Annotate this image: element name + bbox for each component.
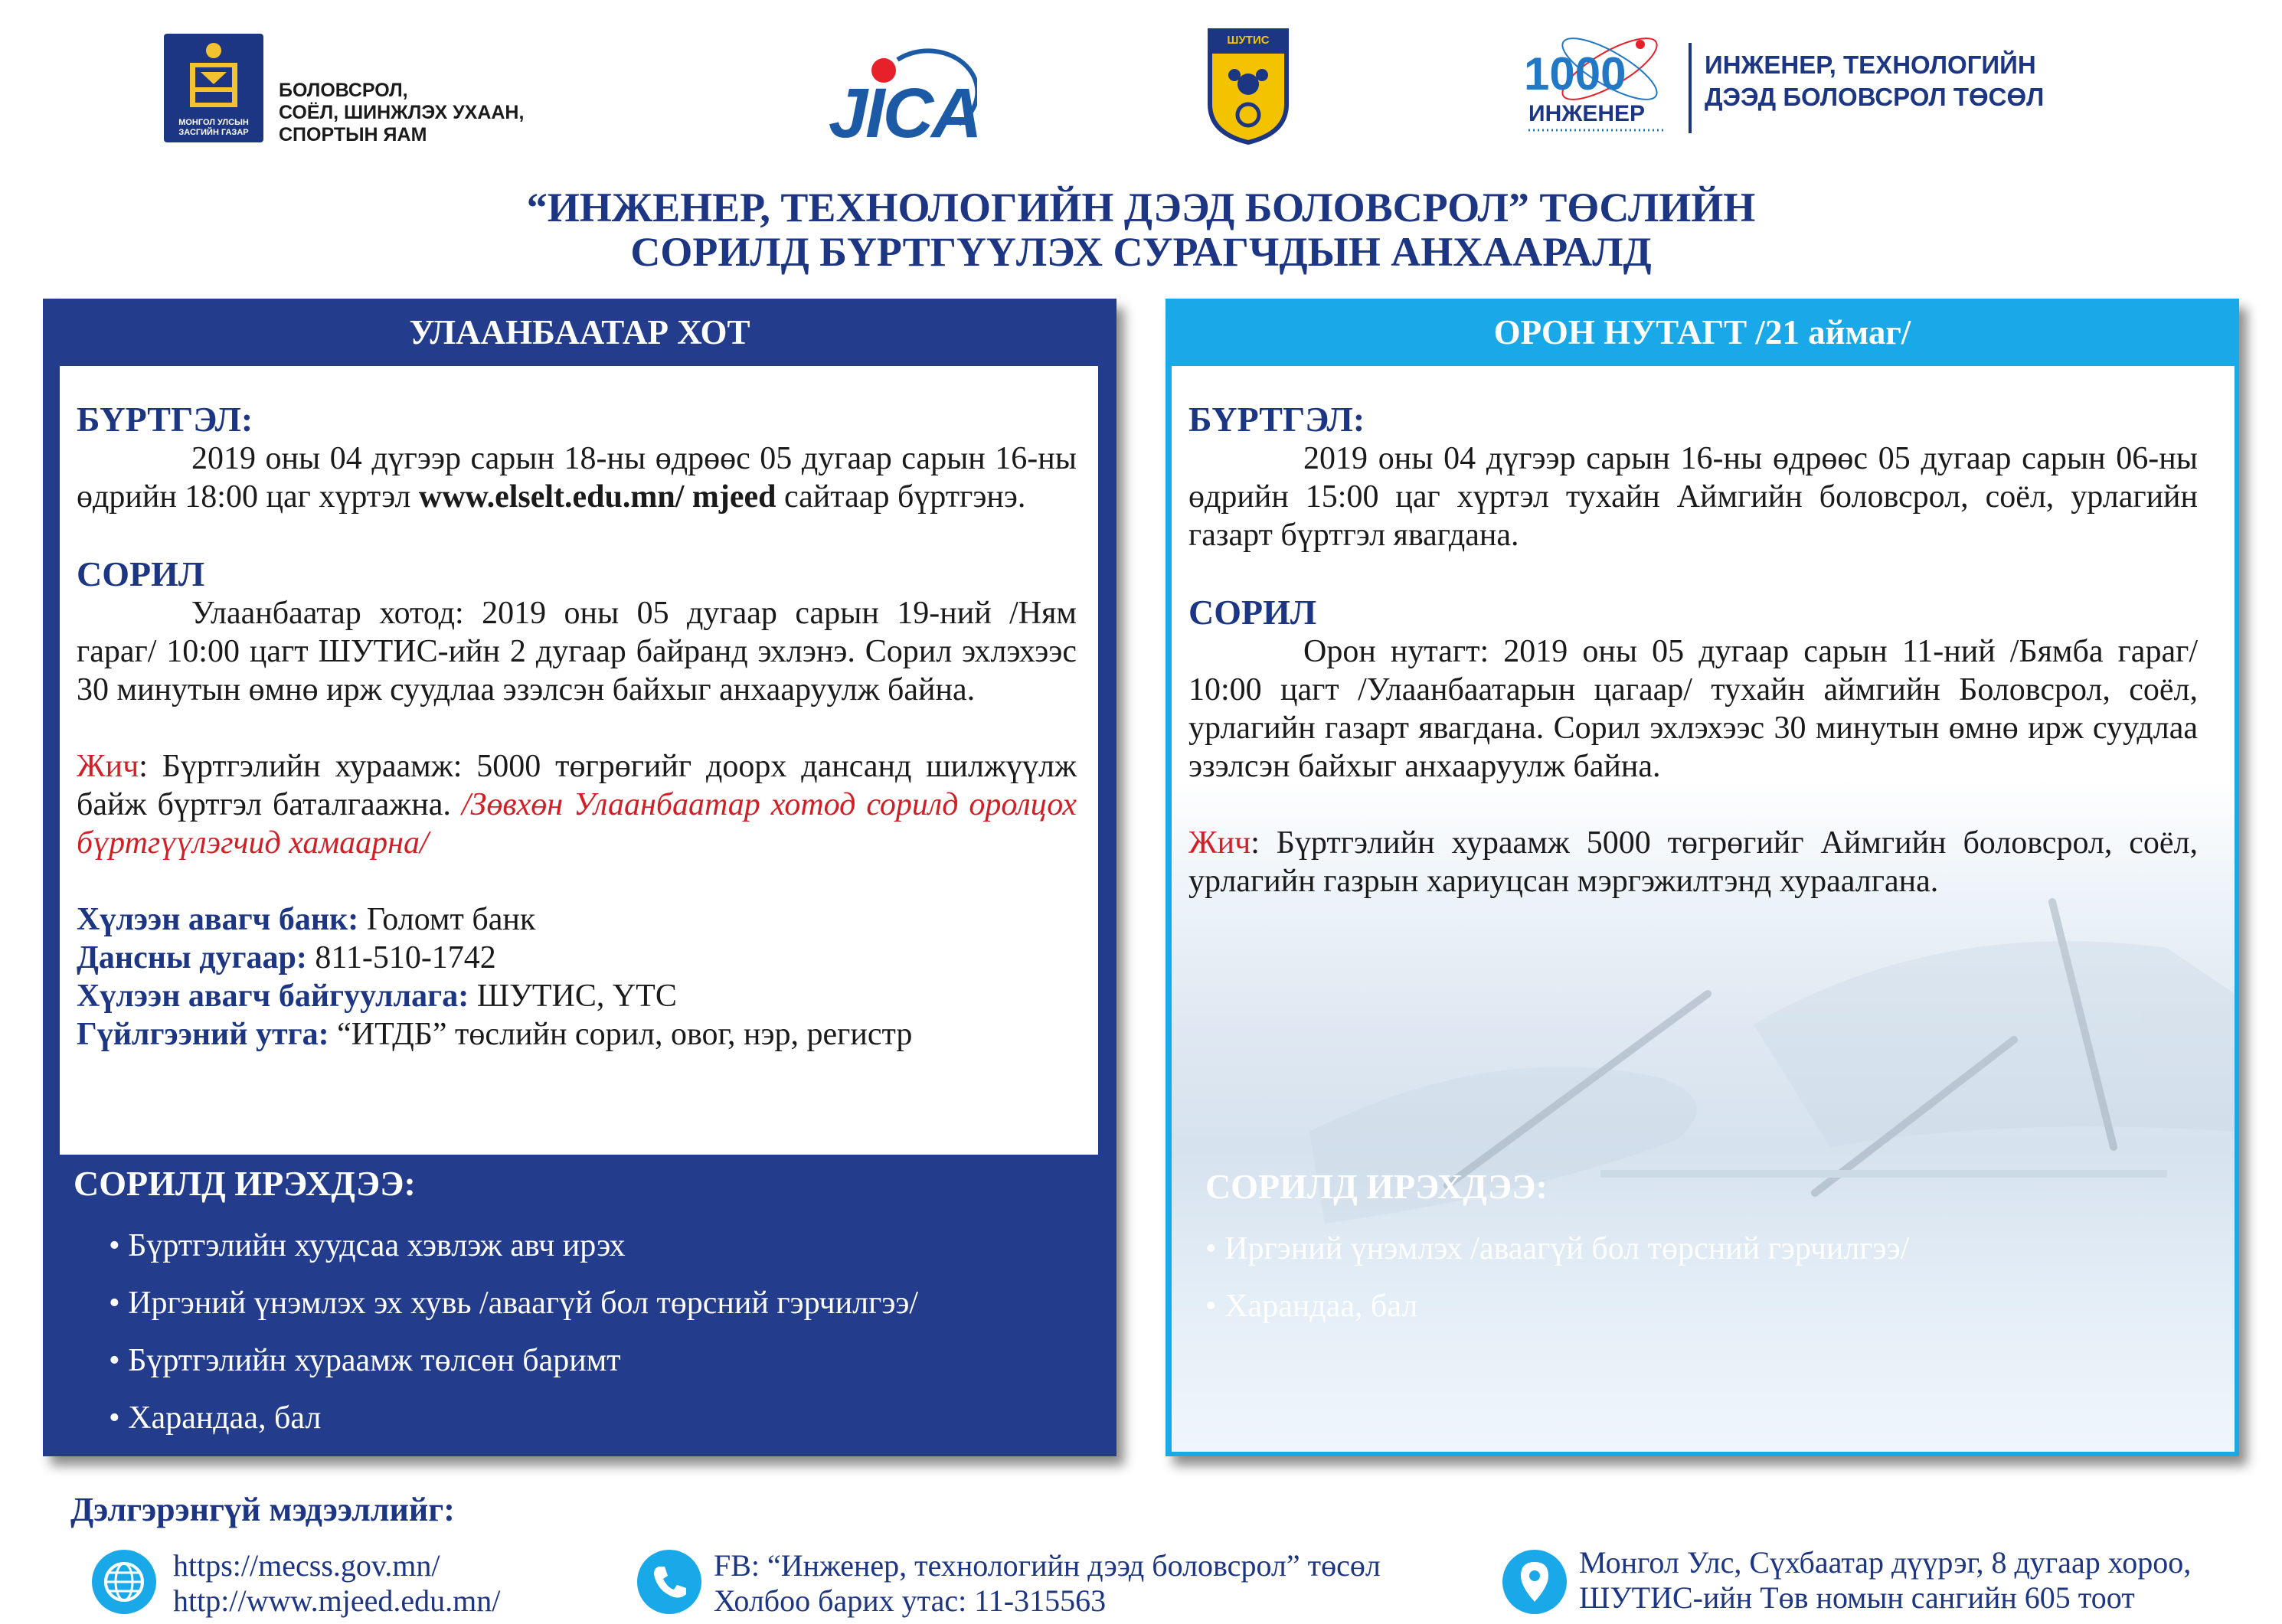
location-pin-icon (1502, 1550, 1567, 1614)
facebook-text: FB: “Инженер, технологийн дээд боловсрол” төсөл (714, 1548, 1381, 1583)
registration-title: БҮРТГЭЛ: (1188, 400, 1365, 439)
bring-list (74, 1227, 1084, 1437)
bring-item: • Иргэний үнэмлэх /аваагүй бол төрсний гэрчилгээ/ (1205, 1230, 2201, 1268)
test-title: СОРИЛ (77, 554, 205, 593)
bank-details (77, 900, 1077, 1054)
address: Монгол Улс, Сүхбаатар дүүрэг, 8 дугаар хороо, ШУТИС-ийн Төв номын сангийн 605 тоот (1579, 1545, 2192, 1615)
ub-bring-section (74, 1164, 1084, 1456)
project-name: ИНЖЕНЕР, ТЕХНОЛОГИЙН ДЭЭД БОЛОВСРОЛ ТӨСӨЛ (1705, 51, 2045, 111)
phone-icon (637, 1550, 701, 1614)
ulaanbaatar-header: УЛААНБААТАР ХОТ (409, 313, 750, 351)
bring-item: • Харандаа, бал (109, 1399, 1084, 1437)
registration-text: 2019 оны 04 дүгээр сарын 16-ны өдрөөс 05 дугаар сарын 06-ны өдрийн 15:00 цаг хүртэл тухайн Аймгийн боловсрол, соёл, урлагийн газарт бүртгэл явагдана. (1188, 441, 2198, 553)
bring-item: • Иргэний үнэмлэх эх хувь /аваагүй бол төрсний гэрчилгээ/ (109, 1284, 1084, 1322)
website-link[interactable]: https://mecss.gov.mn/ (173, 1548, 440, 1583)
footer-label: Дэлгэрэнгүй мэдээллийг: (70, 1491, 455, 1528)
contact-info (714, 1548, 1381, 1619)
jica-logo: JICA (824, 44, 977, 144)
bring-list (1205, 1230, 2201, 1325)
registration-text: 2019 оны 04 дүгээр сарын 18-ны өдрөөс 05 дугаар сарын 16-ны өдрийн 18:00 цаг хүртэл www.elselt.edu.mn/ mjeed сайтаар бүртгэнэ. (77, 441, 1077, 515)
shutis-logo: ШУТИС (1207, 28, 1290, 145)
page-title: “ИНЖЕНЕР, ТЕХНОЛОГИЙН ДЭЭД БОЛОВСРОЛ” ТӨСЛИЙН СОРИЛД БҮРТГҮҮЛЭХ СУРАГЧДЫН АНХААРАЛД (526, 185, 1756, 275)
bring-item: • Бүртгэлийн хураамж төлсөн баримт (109, 1341, 1084, 1380)
test-text: Орон нутагт: 2019 оны 05 дугаар сарын 11-ний /Бямба гараг/ 10:00 цагт /Улаанбаатарын цагаар/ тухайн аймгийн Боловсрол, соёл, урлагийн газарт явагдана. Сорил эхлэхээс 30 минутын өмнө ирж суудлаа эзэлсэн байхыг анхааруулж байна. (1188, 634, 2198, 784)
bank-line: Гүйлгээний утга: “ИТДБ” төслийн сорил, овог, нэр, регистр (77, 1017, 913, 1052)
bank-line: Хүлээн авагч байгууллага: ШУТИС, ҮТС (77, 979, 677, 1014)
bank-line: Хүлээн авагч банк: Голомт банк (77, 902, 536, 937)
registration-title: БҮРТГЭЛ: (77, 400, 253, 439)
ministry-name: БОЛОВСРОЛ, СОЁЛ, ШИНЖЛЭХ УХААН, СПОРТЫН ЯАМ (279, 80, 525, 145)
mongolian-emblem-logo: МОНГОЛ УЛСЫН ЗАСГИЙН ГАЗАР (164, 34, 263, 142)
registration-link[interactable]: www.elselt.edu.mn/ mjeed (418, 479, 776, 515)
website-link[interactable]: http://www.mjeed.edu.mn/ (173, 1583, 501, 1618)
engineer-1000-logo: 1000 ИНЖЕНЕР (1518, 31, 1671, 138)
note-text: Жич: Бүртгэлийн хураамж: 5000 төгрөгийг доорх дансанд шилжүүлж байж бүртгэл баталгаажна. /Зөвхөн Улаанбаатар хотод сорилд оролцох бүртгүүлэгчид хамаарна/ (77, 749, 1077, 861)
test-text: Улаанбаатар хотод: 2019 оны 05 дугаар сарын 19-ний /Ням гараг/ 10:00 цагт ШУТИС-ийн 2 дугаар байранд эхлэнэ. Сорил эхлэхээс 30 минутын өмнө ирж суудлаа эзэлсэн байхыг анхааруулж байна. (77, 596, 1077, 707)
bank-line: Дансны дугаар: 811-510-1742 (77, 940, 496, 975)
phone-text: Холбоо барих утас: 11-315563 (714, 1583, 1107, 1618)
rural-content (1172, 366, 2235, 1452)
bring-title: СОРИЛД ИРЭХДЭЭ: (1205, 1167, 1548, 1206)
soyombo-icon (182, 40, 245, 112)
logo-divider (1689, 43, 1692, 133)
test-title: СОРИЛ (1188, 593, 1317, 632)
bring-title: СОРИЛД ИРЭХДЭЭ: (74, 1164, 416, 1203)
globe-icon (92, 1550, 156, 1614)
bring-item: • Харандаа, бал (1205, 1287, 2201, 1325)
rural-bring-section (1205, 1167, 2201, 1345)
note-text: Жич: Бүртгэлийн хураамж 5000 төгрөгийг Аймгийн боловсрол, соёл, урлагийн газрын хариуцсан мэргэжилтэнд хураалгана. (1188, 825, 2198, 899)
website-links (173, 1548, 500, 1619)
bring-item: • Бүртгэлийн хуудсаа хэвлэж авч ирэх (109, 1227, 1084, 1265)
ulaanbaatar-content (60, 366, 1098, 1155)
rural-header: ОРОН НУТАГТ /21 аймаг/ (1493, 313, 1911, 351)
